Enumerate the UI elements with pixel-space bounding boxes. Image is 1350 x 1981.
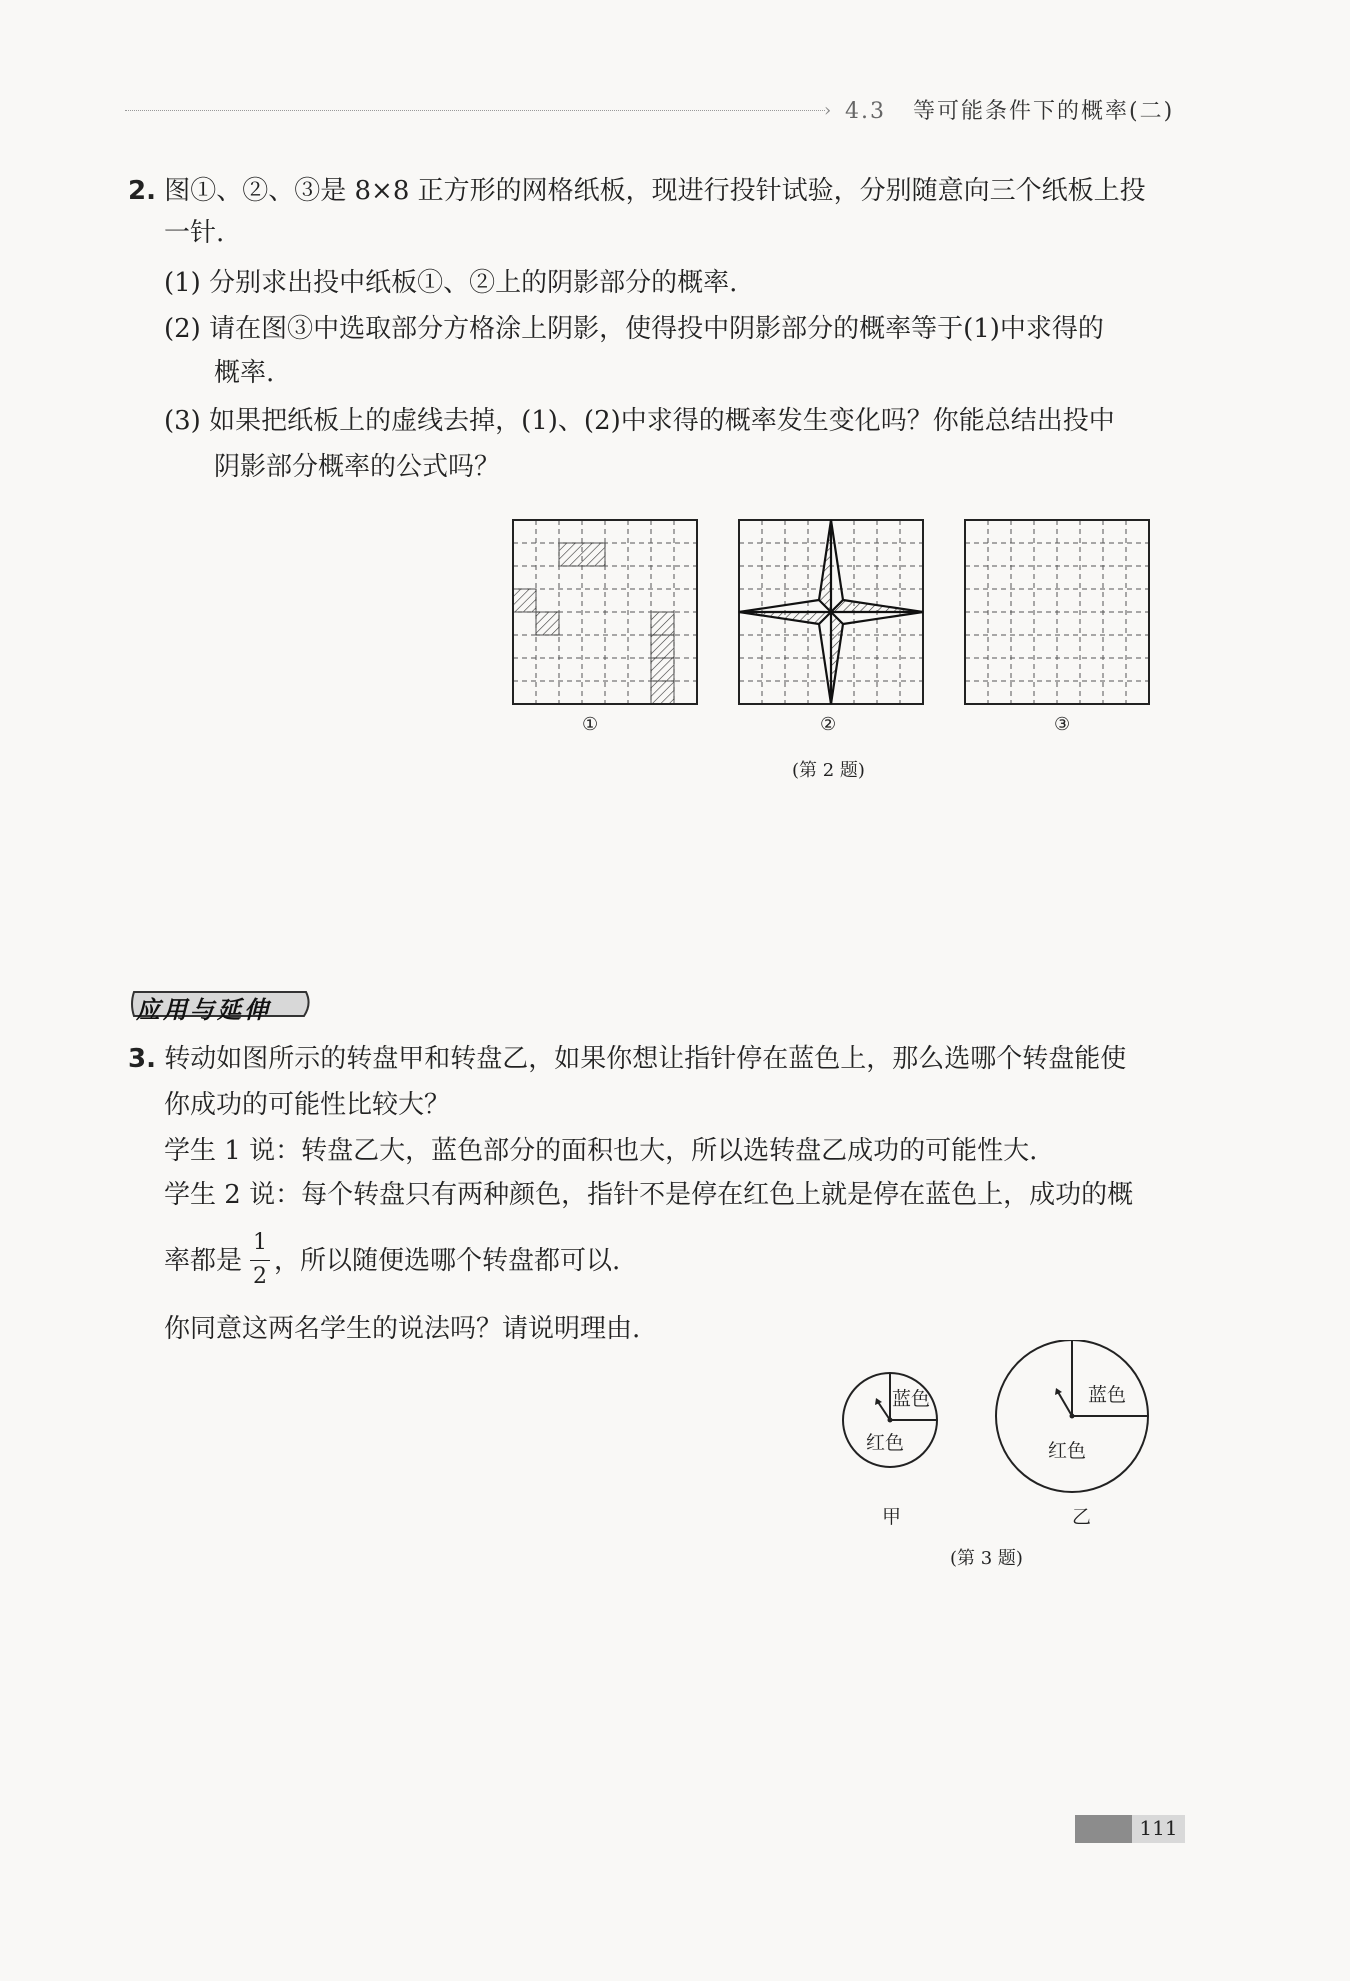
- q3-student2-suffix: ，所以随便选哪个转盘都可以.: [274, 1246, 621, 1276]
- q3-line1: [128, 1044, 1126, 1074]
- spinner-yi-blue-label: 蓝色: [1088, 1384, 1127, 1406]
- q3-line2: 你成功的可能性比较大？: [164, 1090, 451, 1120]
- page-number: 111: [1139, 1816, 1178, 1840]
- grid-board-2: [739, 520, 923, 704]
- spinner-yi-red-label: 红色: [1048, 1440, 1087, 1462]
- q2-sub2-line1: (2) 请在图③中选取部分方格涂上阴影，使得投中阴影部分的概率等于(1)中求得的: [164, 314, 1104, 344]
- fraction-numerator: 1: [253, 1230, 267, 1255]
- spinner-jia-red-label: 红色: [866, 1432, 905, 1454]
- q2-line1: [128, 176, 1146, 206]
- q3-text: 转动如图所示的转盘甲和转盘乙，如果你想让指针停在蓝色上，那么选哪个转盘能使: [164, 1044, 1127, 1074]
- q3-number: 3.: [128, 1044, 156, 1074]
- running-header: [845, 94, 1174, 125]
- fraction-denominator: 2: [253, 1264, 267, 1289]
- spinner-yi-name: 乙: [1072, 1506, 1092, 1528]
- figure-label-3: ③: [1054, 714, 1071, 735]
- q3-student2-prefix: 率都是: [164, 1246, 243, 1276]
- q2-figures: [505, 512, 1155, 712]
- figure-label-1: ①: [582, 714, 599, 735]
- q2-sub3-line2: 阴影部分概率的公式吗？: [214, 452, 501, 482]
- spinner-jia-name: 甲: [882, 1506, 902, 1528]
- q2-sub1: (1) 分别求出投中纸板①、②上的阴影部分的概率.: [164, 268, 738, 298]
- header-arrow-icon: ›: [824, 100, 832, 121]
- section-number: 4.3: [845, 99, 886, 124]
- q2-line2: 一针.: [164, 218, 225, 248]
- section-badge: 应用与延伸: [136, 996, 271, 1024]
- q3-student2-line1: 学生 2 说：每个转盘只有两种颜色，指针不是停在红色上就是停在蓝色上，成功的概: [164, 1180, 1134, 1210]
- header-rule: [125, 110, 825, 111]
- grid-board-1: [513, 520, 697, 704]
- q2-caption: (第 2 题): [792, 760, 865, 781]
- q3-question: 你同意这两名学生的说法吗？请说明理由.: [164, 1314, 641, 1344]
- q3-student1: 学生 1 说：转盘乙大，蓝色部分的面积也大，所以选转盘乙成功的可能性大.: [164, 1136, 1038, 1166]
- section-title: 等可能条件下的概率(二): [912, 99, 1175, 124]
- figure-label-2: ②: [820, 714, 837, 735]
- q2-sub2-line2: 概率.: [214, 358, 275, 388]
- q2-number: 2.: [128, 176, 156, 206]
- q3-caption: (第 3 题): [950, 1548, 1023, 1569]
- spinner-jia-blue-label: 蓝色: [892, 1388, 931, 1410]
- q3-spinners: [830, 1340, 1190, 1510]
- grid-board-3: [965, 520, 1149, 704]
- q2-text: 图①、②、③是 8×8 正方形的网格纸板，现进行投针试验，分别随意向三个纸板上投: [164, 176, 1146, 206]
- spinner-yi: [996, 1340, 1148, 1492]
- q2-sub3-line1: (3) 如果把纸板上的虚线去掉，(1)、(2)中求得的概率发生变化吗？你能总结出投中: [164, 406, 1115, 436]
- fraction-bar: [250, 1260, 270, 1261]
